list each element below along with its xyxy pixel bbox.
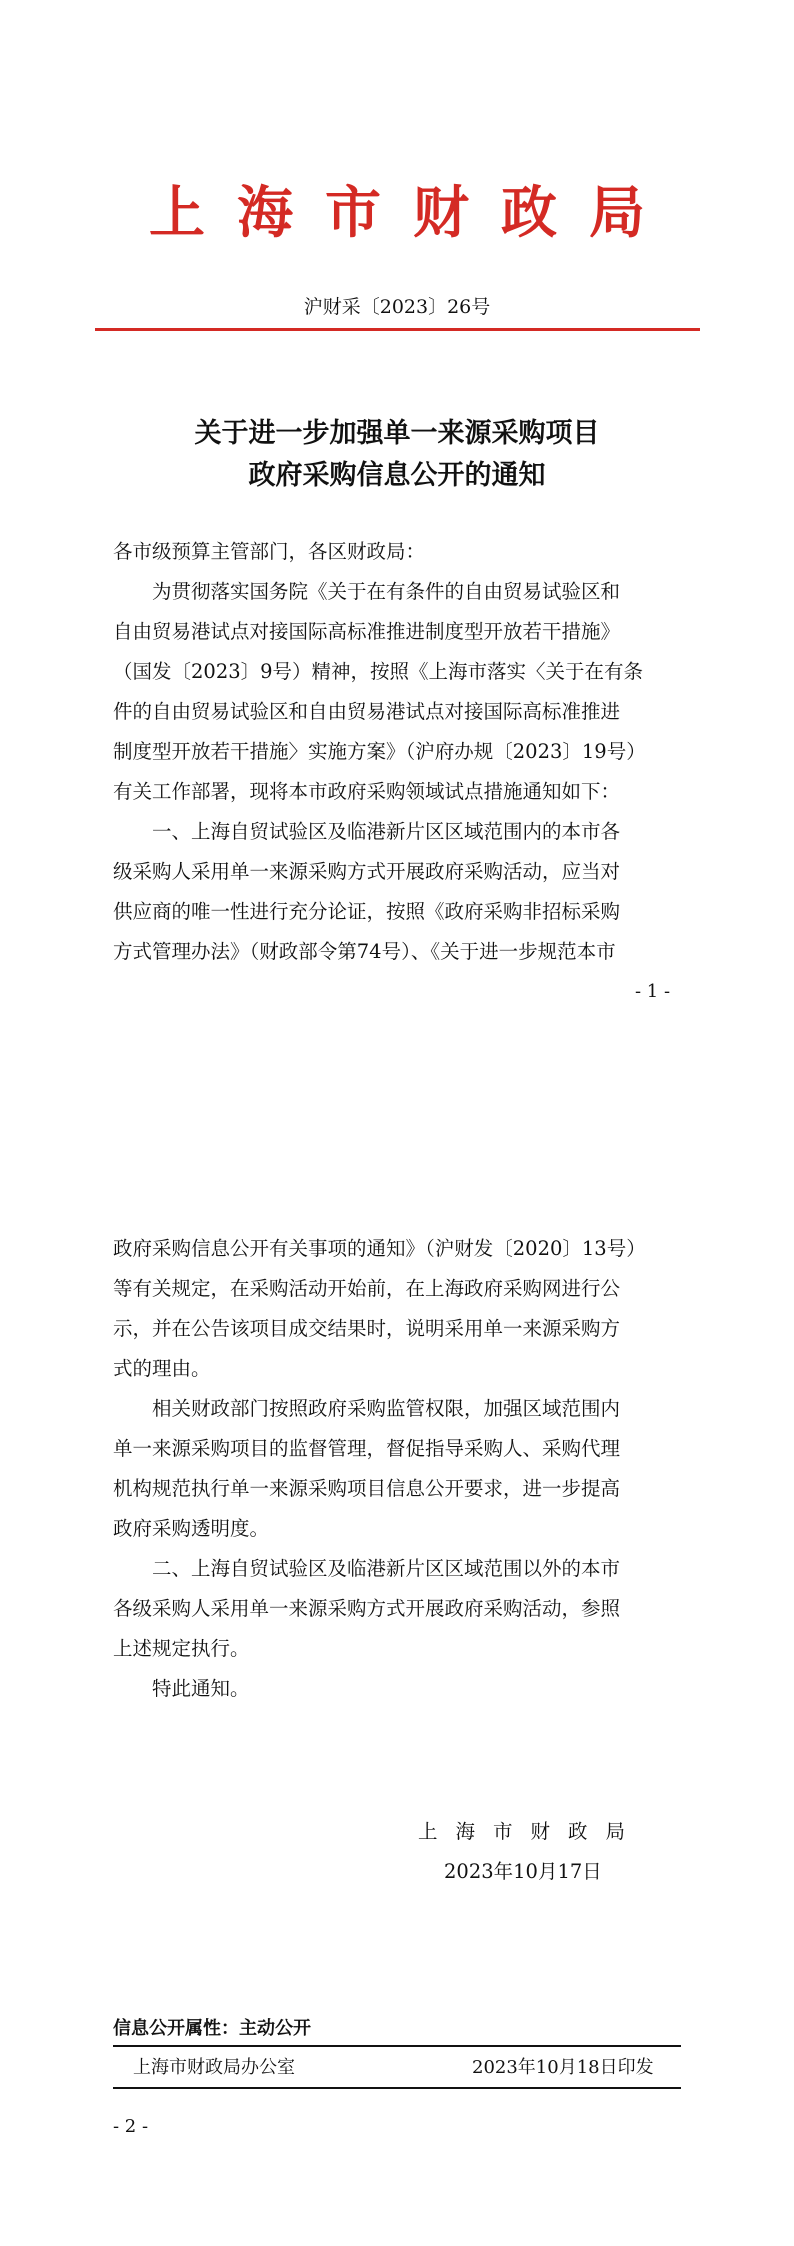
document-title-line-1: 关于进一步加强单一来源采购项目	[194, 418, 600, 449]
footer-print-date: 2023年10月18日印发	[472, 2057, 654, 2078]
body-line: 供应商的唯一性进行充分论证，按照《政府采购非招标采购	[113, 900, 621, 923]
footer-rule-top	[113, 2045, 681, 2047]
body-line: 级采购人采用单一来源采购方式开展政府采购活动，应当对	[113, 860, 621, 883]
body-line: 一、上海自贸试验区及临港新片区区域范围内的本市各	[152, 820, 621, 843]
body-line: 各级采购人采用单一来源采购方式开展政府采购活动，参照	[113, 1597, 621, 1620]
body-line: 机构规范执行单一来源采购项目信息公开要求，进一步提高	[113, 1477, 621, 1500]
body-line: 示，并在公告该项目成交结果时，说明采用单一来源采购方	[113, 1317, 621, 1340]
body-line: 自由贸易港试点对接国际高标准推进制度型开放若干措施》	[113, 620, 621, 643]
document-number: 沪财采〔2023〕26号	[303, 296, 491, 318]
body-line: 特此通知。	[152, 1677, 250, 1700]
body-line: 有关工作部署，现将本市政府采购领域试点措施通知如下：	[113, 780, 621, 803]
body-line: 各市级预算主管部门，各区财政局：	[113, 540, 426, 563]
body-line: 制度型开放若干措施〉实施方案》（沪府办规〔2023〕19号）	[113, 740, 646, 763]
body-line: 为贯彻落实国务院《关于在有条件的自由贸易试验区和	[152, 580, 621, 603]
footer-rule-bottom	[113, 2087, 681, 2089]
body-line: （国发〔2023〕9号）精神，按照《上海市落实〈关于在有条	[113, 660, 644, 683]
page-number: - 1 -	[635, 981, 671, 1002]
signature-date: 2023年10月17日	[444, 1860, 602, 1883]
document-title-line-2: 政府采购信息公开的通知	[248, 460, 546, 491]
footer-issuer: 上海市财政局办公室	[133, 2057, 295, 2078]
body-line: 政府采购信息公开有关事项的通知》（沪财发〔2020〕13号）	[113, 1237, 646, 1260]
body-line: 单一来源采购项目的监督管理，督促指导采购人、采购代理	[113, 1437, 621, 1460]
body-line: 相关财政部门按照政府采购监管权限，加强区域范围内	[152, 1397, 621, 1420]
page-number: - 2 -	[113, 2116, 149, 2137]
disclosure-attribute: 信息公开属性：主动公开	[113, 2018, 311, 2039]
body-line: 等有关规定，在采购活动开始前，在上海政府采购网进行公	[113, 1277, 621, 1300]
body-line: 二、上海自贸试验区及临港新片区区域范围以外的本市	[152, 1557, 621, 1580]
body-line: 上述规定执行。	[113, 1637, 250, 1660]
red-separator	[95, 328, 700, 331]
org-title: 上海市财政局	[149, 180, 677, 246]
body-line: 方式管理办法》（财政部令第74号）、《关于进一步规范本市	[113, 940, 616, 963]
body-line: 件的自由贸易试验区和自由贸易港试点对接国际高标准推进	[113, 700, 621, 723]
body-line: 式的理由。	[113, 1357, 211, 1380]
signature-org: 上海市财政局	[418, 1820, 644, 1843]
body-line: 政府采购透明度。	[113, 1517, 270, 1540]
